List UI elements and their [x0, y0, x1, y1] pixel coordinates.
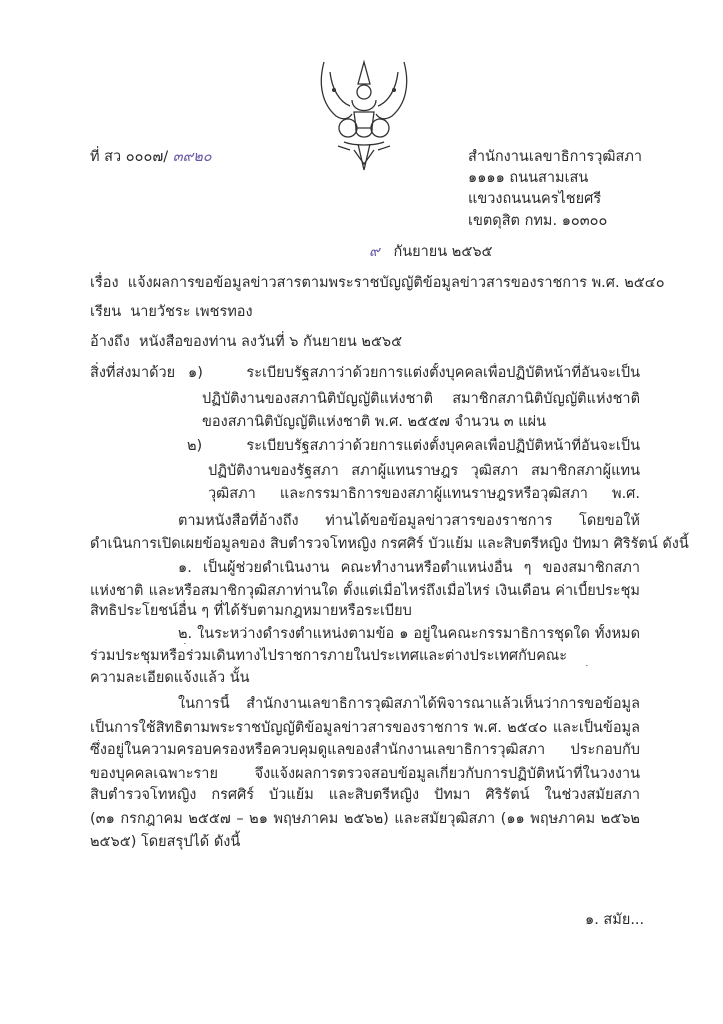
body-line: ซึ่งอยู่ในความครอบครองหรือควบคุมดูแลของสำนักงานเลขาธิการวุฒิสภา ประกอบกับ — [90, 742, 640, 758]
body-line: ๒๕๖๕) โดยสรุปได้ ดังนี้ — [90, 834, 241, 850]
address-line: ๑๑๑๑ ถนนสามเสน — [468, 170, 589, 186]
reference-label: อ้างถึง — [90, 334, 130, 350]
subject-label: เรื่อง — [90, 275, 119, 291]
body-line: ตามหนังสือที่อ้างถึง ท่านได้ขอข้อมูลข่าวสารของราชการ โดยขอให้ — [178, 513, 640, 529]
enclosure-line: ปฏิบัติงานของรัฐสภา สภาผู้แทนราษฎร วุฒิสภา สมาชิกสภาผู้แทน — [208, 463, 640, 479]
enclosure-line: ๑) ระเบียบรัฐสภาว่าด้วยการแต่งตั้งบุคคลเพื่อปฏิบัติหน้าที่อันจะเป็น — [188, 365, 640, 381]
body-line: สิทธิประโยชน์อื่น ๆ ที่ได้รับตามกฎหมายหรือระเบียบ — [90, 603, 412, 619]
address-line: แขวงถนนนครไชยศรี — [468, 191, 602, 207]
body-line: ๑. เป็นผู้ช่วยดำเนินงาน คณะทำงานหรือตำแหน่งอื่น ๆ ของสมาชิกสภา — [178, 560, 640, 576]
recipient-label: เรียน — [90, 304, 122, 320]
ref-number-handwritten: ๓๙๒๐ — [172, 149, 212, 165]
address-line: สำนักงานเลขาธิการวุฒิสภา — [468, 149, 643, 165]
body-line: ความละเอียดแจ้งแล้ว นั้น — [90, 670, 250, 686]
ref-prefix: ที่ สว ๐๐๐๗/ — [90, 149, 169, 165]
address-line: เขตดุสิต กทม. ๑๐๓๐๐ — [468, 213, 608, 229]
body-line: เป็นการใช้สิทธิตามพระราชบัญญัติข้อมูลข่าวสารของราชการ พ.ศ. ๒๕๔๐ และเป็นข้อมูล — [90, 720, 640, 736]
garuda-emblem — [313, 54, 415, 172]
recipient-line — [90, 302, 253, 322]
enclosure-line: วุฒิสภา และกรรมาธิการของสภาผู้แทนราษฎรหรือวุฒิสภา พ.ศ. — [208, 486, 640, 502]
body-line: ในการนี้ สำนักงานเลขาธิการวุฒิสภาได้พิจารณาแล้วเห็นว่าการขอข้อมูล — [178, 696, 640, 712]
body-line: ของบุคคลเฉพาะราย จึงแจ้งผลการตรวจสอบข้อมูลเกี่ยวกับการปฏิบัติหน้าที่ในวงงาน — [90, 766, 640, 782]
recipient-name: นายวัชระ เพชรทอง — [130, 304, 253, 320]
subject-text: แจ้งผลการขอข้อมูลข่าวสารตามพระราชบัญญัติข้อมูลข่าวสารของราชการ พ.ศ. ๒๕๔๐ — [127, 275, 665, 291]
subject-line — [90, 273, 665, 293]
date-day-handwritten: ๙ — [369, 244, 380, 260]
enclosure-line: ของสภานิติบัญญัติแห่งชาติ พ.ศ. ๒๕๕๗ จำนวน ๓ แผ่น — [202, 414, 546, 430]
reference-number — [90, 147, 212, 167]
enclosures-label: สิ่งที่ส่งมาด้วย — [90, 365, 176, 381]
body-line: ๒. ในระหว่างดำรงตำแหน่งตามข้อ ๑ อยู่ในคณะกรรมาธิการชุดใด ทั้งหมด — [178, 626, 640, 642]
body-line: (๓๑ กรกฎาคม ๒๕๕๗ – ๒๑ พฤษภาคม ๒๕๖๒) และสมัยวุฒิสภา (๑๑ พฤษภาคม ๒๕๖๒ — [90, 811, 640, 827]
body-line: สิบตำรวจโทหญิง กรศศิร์ บัวแย้ม และสิบตรีหญิง ปัทมา ศิริรัตน์ ในช่วงสมัยสภา — [90, 787, 640, 803]
body-line: แห่งชาติ และหรือสมาชิกวุฒิสภาท่านใด ตั้งแต่เมื่อไหร่ถึงเมื่อไหร่ เงินเดือน ค่าเบี้ยประชุม — [90, 583, 640, 599]
enclosure-line: ๒) ระเบียบรัฐสภาว่าด้วยการแต่งตั้งบุคคลเพื่อปฏิบัติหน้าที่อันจะเป็น — [187, 438, 640, 454]
reference-line — [90, 332, 402, 352]
continuation-marker: ๑. สมัย... — [585, 912, 645, 928]
enclosure-line: ปฏิบัติงานของสภานิติบัญญัติแห่งชาติ สมาชิกสภานิติบัญญัติแห่งชาติ — [202, 391, 640, 407]
letter-date — [369, 242, 493, 262]
reference-text: หนังสือของท่าน ลงวันที่ ๖ กันยายน ๒๕๖๕ — [139, 334, 403, 350]
body-line: ร่วมประชุมหรือร่วมเดินทางไปราชการภายในประเทศและต่างประเทศกับคณะ — [90, 648, 568, 664]
date-month-year: กันยายน ๒๕๖๕ — [393, 244, 493, 260]
body-line: ดำเนินการเปิดเผยข้อมูลของ สิบตำรวจโทหญิง กรศศิร์ บัวแย้ม และสิบตรีหญิง ปัทมา ศิริรัตน์ ดังนี้ — [90, 536, 689, 552]
